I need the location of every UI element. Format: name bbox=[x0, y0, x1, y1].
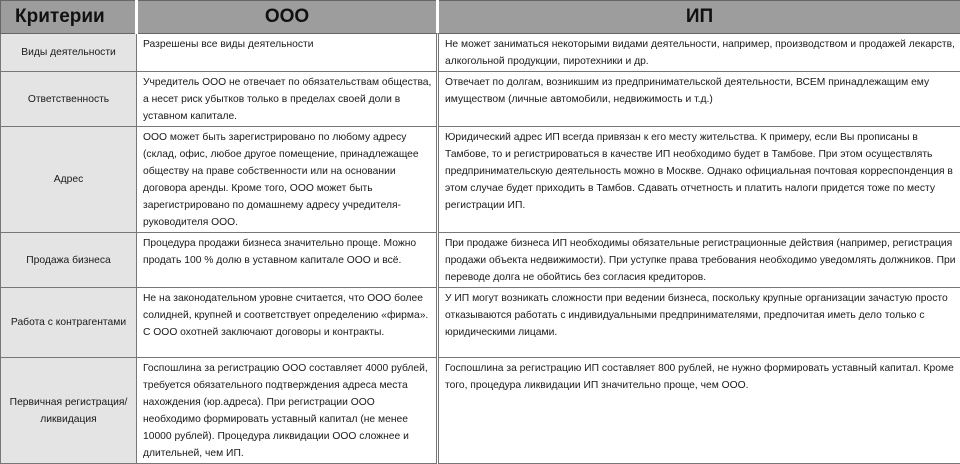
ooo-cell: Госпошлина за регистрацию ООО составляет 4000 рублей, требуется обязательного подтверждения адреса места нахождения (юр.адреса). При регистрации ООО необходимо формировать уставный капитал (не менее 10000 рублей). Процедура ликвидации ООО сложнее и длительней, чем ИП. bbox=[137, 358, 438, 464]
ooo-cell: Разрешены все виды деятельности bbox=[137, 34, 438, 72]
table-row bbox=[1, 34, 960, 72]
ooo-cell: ООО может быть зарегистрировано по любому адресу (склад, офис, любое другое помещение, принадлежащее обществу на праве собственности или на основании договора аренды. Кроме того, ООО может быть зарегистрировано по домашнему адресу учредителя-руководителя ООО. bbox=[137, 127, 438, 233]
ooo-cell: Учредитель ООО не отвечает по обязательствам общества, а несет риск убытков только в пределах своей доли в уставном капитале. bbox=[137, 72, 438, 127]
table-row bbox=[1, 358, 960, 464]
header-ip: ИП bbox=[438, 1, 960, 34]
header-criteria: Критерии bbox=[1, 1, 137, 34]
table-row bbox=[1, 233, 960, 288]
criterion-cell: Первичная регистрация/ликвидация bbox=[1, 358, 137, 464]
criterion-cell: Работа с контрагентами bbox=[1, 288, 137, 358]
criterion-cell: Виды деятельности bbox=[1, 34, 137, 72]
table-row bbox=[1, 288, 960, 358]
criterion-cell: Ответственность bbox=[1, 72, 137, 127]
header-row bbox=[1, 1, 960, 34]
ip-cell: Отвечает по долгам, возникшим из предпринимательской деятельности, ВСЕМ принадлежащим ему имуществом (личные автомобили, недвижимость и т.д.) bbox=[438, 72, 960, 127]
header-ooo: ООО bbox=[137, 1, 438, 34]
ip-cell: При продаже бизнеса ИП необходимы обязательные регистрационные действия (например, регистрация продажи объекта недвижимости). При уступке права требования необходимо уведомлять должников. При переводе долга не обойтись без согласия кредиторов. bbox=[438, 233, 960, 288]
criterion-cell: Адрес bbox=[1, 127, 137, 233]
ooo-cell: Процедура продажи бизнеса значительно проще. Можно продать 100 % долю в уставном капитале ООО и всё. bbox=[137, 233, 438, 288]
ip-cell: Юридический адрес ИП всегда привязан к его месту жительства. К примеру, если Вы прописаны в Тамбове, то и регистрироваться в качестве ИП необходимо будет в Тамбове. При этом осуществлять предпринимательскую деятельность можно в Москве. Однако официальная почтовая корреспонденция в этом случае будет приходить в Тамбов. Сдавать отчетность и платить налоги придется тоже по месту регистрации ИП. bbox=[438, 127, 960, 233]
ip-cell: Не может заниматься некоторыми видами деятельности, например, производством и продажей лекарств, алкогольной продукции, пиротехники и др. bbox=[438, 34, 960, 72]
ip-cell: Госпошлина за регистрацию ИП составляет 800 рублей, не нужно формировать уставный капитал. Кроме того, процедура ликвидации ИП значительно проще, чем ООО. bbox=[438, 358, 960, 464]
ip-cell: У ИП могут возникать сложности при ведении бизнеса, поскольку крупные организации зачастую просто отказываются работать с индивидуальными предпринимателями, предпочитая иметь дело только с юридическими лицами. bbox=[438, 288, 960, 358]
table-row bbox=[1, 127, 960, 233]
criterion-cell: Продажа бизнеса bbox=[1, 233, 137, 288]
table-row bbox=[1, 72, 960, 127]
ooo-cell: Не на законодательном уровне считается, что ООО более солидней, крупней и соответствует определению «фирма». С ООО охотней заключают договоры и контракты. bbox=[137, 288, 438, 358]
